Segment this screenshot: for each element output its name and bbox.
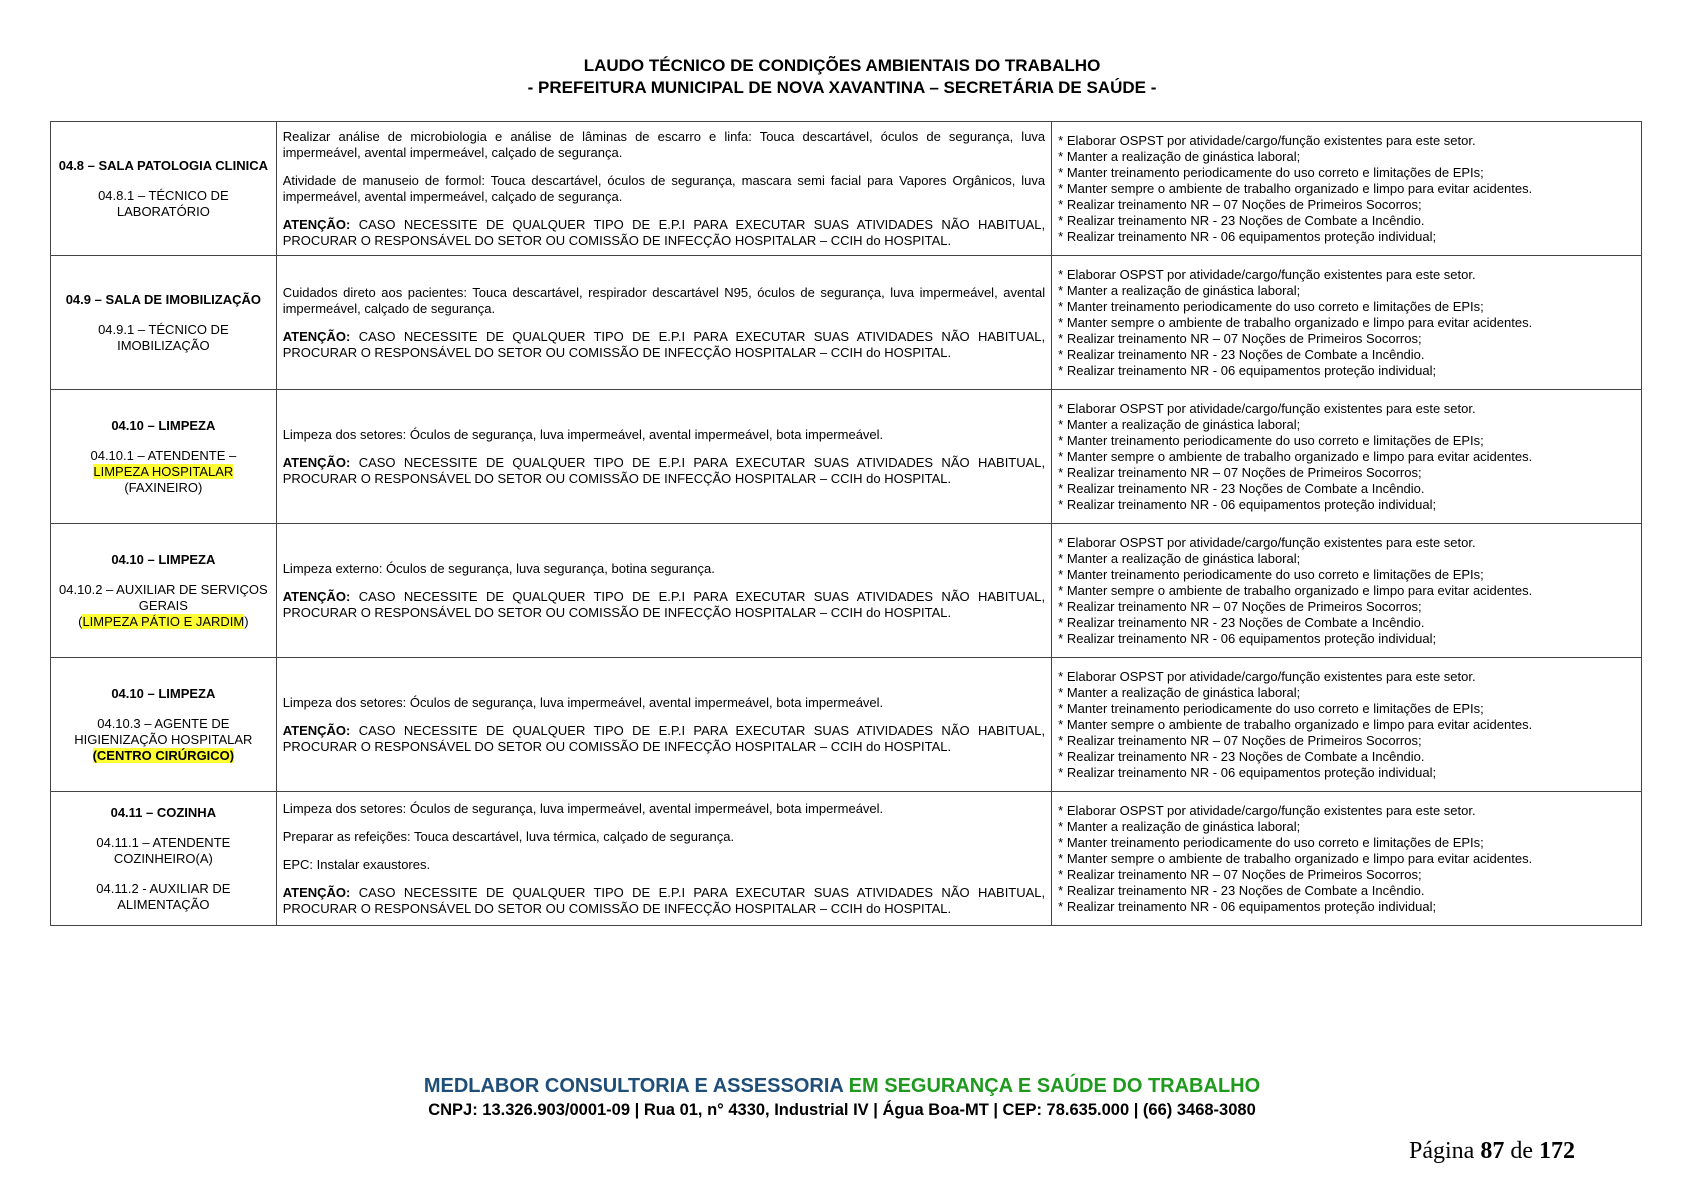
recommendation-item: * Manter sempre o ambiente de trabalho organizado e limpo para evitar acidentes. — [1058, 180, 1533, 196]
recommendation-item: * Realizar treinamento NR - 23 Noções de Combate a Incêndio. — [1058, 480, 1425, 496]
attention-text: CASO NECESSITE DE QUALQUER TIPO DE E.P.I PARA EXECUTAR SUAS ATIVIDADES NÃO HABITUAL, PROCURAR O RESPONSÁVEL DO SETOR OU COMISSÃO DE INFECÇÃO HOSPITALAR – CCIH do HOSPITAL. — [282, 216, 1046, 248]
sector-title: 04.10 – LIMPEZA — [111, 685, 216, 701]
recommendations-cell — [1052, 658, 1642, 792]
epc-paragraph: EPC: Instalar exaustores. — [282, 856, 431, 872]
epi-paragraph: Limpeza dos setores: Óculos de segurança, luva impermeável, avental impermeável, bota impermeável. — [282, 800, 884, 816]
header-title: LAUDO TÉCNICO DE CONDIÇÕES AMBIENTAIS DO TRABALHO — [583, 56, 1101, 75]
recommendation-item: * Realizar treinamento NR – 07 Noções de Primeiros Socorros; — [1058, 196, 1422, 212]
attention-text: CASO NECESSITE DE QUALQUER TIPO DE E.P.I PARA EXECUTAR SUAS ATIVIDADES NÃO HABITUAL, PROCURAR O RESPONSÁVEL DO SETOR OU COMISSÃO DE INFECÇÃO HOSPITALAR – CCIH do HOSPITAL. — [282, 454, 1046, 486]
table-row — [51, 524, 1642, 658]
recommendation-item: * Realizar treinamento NR - 06 equipamentos proteção individual; — [1058, 630, 1437, 646]
role-label: 04.11.2 - AUXILIAR DE ALIMENTAÇÃO — [96, 880, 231, 912]
sector-cell — [51, 390, 277, 524]
attention-label: ATENÇÃO: — [282, 216, 351, 232]
attention-label: ATENÇÃO: — [282, 454, 351, 470]
table-row — [51, 658, 1642, 792]
recommendation-item: * Manter a realização de ginástica laboral; — [1058, 148, 1301, 164]
recommendation-item: * Elaborar OSPST por atividade/cargo/função existentes para este setor. — [1058, 534, 1476, 550]
role-label — [57, 582, 270, 630]
sector-cell — [51, 122, 277, 256]
recommendations-cell — [1052, 390, 1642, 524]
epi-paragraph: Limpeza externo: Óculos de segurança, luva segurança, botina segurança. — [282, 560, 715, 576]
document-header — [0, 55, 1684, 99]
recommendations-cell — [1052, 792, 1642, 926]
recommendation-item: * Realizar treinamento NR – 07 Noções de Primeiros Socorros; — [1058, 866, 1422, 882]
header-subtitle: - PREFEITURA MUNICIPAL DE NOVA XAVANTINA – SECRETÁRIA DE SAÚDE - — [527, 78, 1157, 97]
attention-text: CASO NECESSITE DE QUALQUER TIPO DE E.P.I PARA EXECUTAR SUAS ATIVIDADES NÃO HABITUAL, PROCURAR O RESPONSÁVEL DO SETOR OU COMISSÃO DE INFECÇÃO HOSPITALAR – CCIH do HOSPITAL. — [282, 328, 1046, 360]
recommendation-item: * Manter treinamento periodicamente do uso correto e limitações de EPIs; — [1058, 834, 1484, 850]
sector-cell — [51, 524, 277, 658]
recommendation-item: * Elaborar OSPST por atividade/cargo/função existentes para este setor. — [1058, 802, 1476, 818]
sector-title: 04.10 – LIMPEZA — [111, 417, 216, 433]
footer-company — [0, 1073, 1684, 1099]
sector-cell — [51, 792, 277, 926]
recommendation-item: * Manter treinamento periodicamente do uso correto e limitações de EPIs; — [1058, 432, 1484, 448]
recommendation-item: * Manter treinamento periodicamente do uso correto e limitações de EPIs; — [1058, 566, 1484, 582]
role-text: 04.10.3 – AGENTE DE HIGIENIZAÇÃO HOSPITALAR — [74, 715, 253, 747]
role-highlight: LIMPEZA HOSPITALAR — [93, 463, 234, 479]
role-text: 04.10.1 – ATENDENTE – — [90, 447, 237, 463]
recommendation-item: * Realizar treinamento NR - 23 Noções de Combate a Incêndio. — [1058, 614, 1425, 630]
page-current: 87 — [1480, 1138, 1505, 1164]
recommendation-item: * Manter treinamento periodicamente do uso correto e limitações de EPIs; — [1058, 298, 1484, 314]
recommendations-cell — [1052, 122, 1642, 256]
document-footer — [0, 1073, 1684, 1121]
role-label: 04.8.1 – TÉCNICO DE LABORATÓRIO — [98, 187, 229, 219]
recommendation-item: * Realizar treinamento NR - 06 equipamentos proteção individual; — [1058, 228, 1437, 244]
recommendation-item: * Manter a realização de ginástica laboral; — [1058, 684, 1301, 700]
footer-address: CNPJ: 13.326.903/0001-09 | Rua 01, n° 4330, Industrial IV | Água Boa-MT | CEP: 78.635.000 | (66) 3468-3080 — [428, 1101, 1256, 1119]
recommendation-item: * Realizar treinamento NR – 07 Noções de Primeiros Socorros; — [1058, 330, 1422, 346]
attention-note — [283, 455, 1045, 487]
recommendation-item: * Realizar treinamento NR - 06 equipamentos proteção individual; — [1058, 898, 1437, 914]
sector-title: 04.9 – SALA DE IMOBILIZAÇÃO — [65, 291, 261, 307]
recommendation-item: * Realizar treinamento NR – 07 Noções de Primeiros Socorros; — [1058, 598, 1422, 614]
role-paren: ) — [244, 613, 249, 629]
epi-cell — [276, 792, 1051, 926]
recommendation-item: * Realizar treinamento NR - 06 equipamentos proteção individual; — [1058, 764, 1437, 780]
role-text: (FAXINEIRO) — [124, 479, 203, 495]
role-paren: ( — [78, 613, 83, 629]
recommendation-item: * Realizar treinamento NR - 06 equipamentos proteção individual; — [1058, 362, 1437, 378]
attention-note — [283, 217, 1045, 249]
attention-note — [283, 589, 1045, 621]
recommendation-item: * Elaborar OSPST por atividade/cargo/função existentes para este setor. — [1058, 266, 1476, 282]
attention-label: ATENÇÃO: — [282, 588, 351, 604]
recommendation-item: * Manter sempre o ambiente de trabalho organizado e limpo para evitar acidentes. — [1058, 716, 1533, 732]
recommendation-item: * Manter sempre o ambiente de trabalho organizado e limpo para evitar acidentes. — [1058, 582, 1533, 598]
epi-table — [50, 121, 1642, 926]
epi-paragraph: Cuidados direto aos pacientes: Touca descartável, respirador descartável N95, óculos de segurança, luva impermeável, avental impermeável, calçado de segurança. — [282, 284, 1046, 316]
attention-label: ATENÇÃO: — [282, 722, 351, 738]
epi-cell — [276, 256, 1051, 390]
recommendation-item: * Realizar treinamento NR - 23 Noções de Combate a Incêndio. — [1058, 346, 1425, 362]
recommendations-cell — [1052, 256, 1642, 390]
recommendation-item: * Realizar treinamento NR – 07 Noções de Primeiros Socorros; — [1058, 732, 1422, 748]
recommendation-item: * Realizar treinamento NR - 23 Noções de Combate a Incêndio. — [1058, 882, 1425, 898]
recommendation-item: * Realizar treinamento NR - 06 equipamentos proteção individual; — [1058, 496, 1437, 512]
table-row — [51, 256, 1642, 390]
role-highlight: LIMPEZA PÁTIO E JARDIM — [82, 613, 245, 629]
role-label — [57, 716, 270, 764]
recommendation-item: * Elaborar OSPST por atividade/cargo/função existentes para este setor. — [1058, 668, 1476, 684]
role-highlight: (CENTRO CIRÚRGICO) — [92, 747, 235, 763]
attention-text: CASO NECESSITE DE QUALQUER TIPO DE E.P.I PARA EXECUTAR SUAS ATIVIDADES NÃO HABITUAL, PROCURAR O RESPONSÁVEL DO SETOR OU COMISSÃO DE INFECÇÃO HOSPITALAR – CCIH do HOSPITAL. — [282, 722, 1046, 754]
recommendations-cell — [1052, 524, 1642, 658]
recommendation-item: * Realizar treinamento NR - 23 Noções de Combate a Incêndio. — [1058, 748, 1425, 764]
sector-title: 04.8 – SALA PATOLOGIA CLINICA — [58, 157, 268, 173]
recommendation-item: * Manter treinamento periodicamente do uso correto e limitações de EPIs; — [1058, 700, 1484, 716]
recommendation-item: * Manter a realização de ginástica laboral; — [1058, 550, 1301, 566]
page-number — [1409, 1138, 1575, 1165]
recommendation-item: * Manter treinamento periodicamente do uso correto e limitações de EPIs; — [1058, 164, 1484, 180]
recommendation-item: * Manter sempre o ambiente de trabalho organizado e limpo para evitar acidentes. — [1058, 314, 1533, 330]
attention-text: CASO NECESSITE DE QUALQUER TIPO DE E.P.I PARA EXECUTAR SUAS ATIVIDADES NÃO HABITUAL, PROCURAR O RESPONSÁVEL DO SETOR OU COMISSÃO DE INFECÇÃO HOSPITALAR – CCIH do HOSPITAL. — [282, 884, 1046, 916]
table-row — [51, 390, 1642, 524]
attention-label: ATENÇÃO: — [282, 328, 351, 344]
sector-title: 04.11 – COZINHA — [110, 804, 217, 820]
epi-cell — [276, 658, 1051, 792]
role-label: 04.11.1 – ATENDENTE COZINHEIRO(A) — [96, 834, 231, 866]
recommendation-item: * Manter a realização de ginástica laboral; — [1058, 818, 1301, 834]
attention-note — [283, 885, 1045, 917]
role-text: 04.10.2 – AUXILIAR DE SERVIÇOS GERAIS — [59, 581, 268, 613]
footer-company-name: MEDLABOR CONSULTORIA E ASSESSORIA — [423, 1075, 844, 1097]
epi-paragraph: Realizar análise de microbiologia e análise de lâminas de escarro e linfa: Touca descartável, óculos de segurança, luva impermeável, avental impermeável, calçado de segurança. — [282, 128, 1046, 160]
sector-title: 04.10 – LIMPEZA — [111, 551, 216, 567]
attention-note — [283, 723, 1045, 755]
epi-paragraph: Limpeza dos setores: Óculos de segurança, luva impermeável, avental impermeável, bota impermeável. — [282, 426, 884, 442]
epi-paragraph: Atividade de manuseio de formol: Touca descartável, óculos de segurança, mascara semi facial para Vapores Orgânicos, luva impermeável, avental impermeável, calçado de segurança. — [282, 172, 1046, 204]
table-row — [51, 122, 1642, 256]
role-label: 04.9.1 – TÉCNICO DE IMOBILIZAÇÃO — [98, 321, 229, 353]
attention-label: ATENÇÃO: — [282, 884, 351, 900]
epi-cell — [276, 390, 1051, 524]
epi-cell — [276, 524, 1051, 658]
epi-cell — [276, 122, 1051, 256]
attention-text: CASO NECESSITE DE QUALQUER TIPO DE E.P.I PARA EXECUTAR SUAS ATIVIDADES NÃO HABITUAL, PROCURAR O RESPONSÁVEL DO SETOR OU COMISSÃO DE INFECÇÃO HOSPITALAR – CCIH do HOSPITAL. — [282, 588, 1046, 620]
recommendation-item: * Manter a realização de ginástica laboral; — [1058, 282, 1301, 298]
table-row — [51, 792, 1642, 926]
page-total: 172 — [1538, 1138, 1575, 1164]
recommendation-item: * Realizar treinamento NR - 23 Noções de Combate a Incêndio. — [1058, 212, 1425, 228]
recommendation-item: * Manter sempre o ambiente de trabalho organizado e limpo para evitar acidentes. — [1058, 850, 1533, 866]
page-label: Página — [1409, 1138, 1481, 1164]
sector-cell — [51, 658, 277, 792]
page-of: de — [1504, 1138, 1539, 1164]
recommendation-item: * Realizar treinamento NR – 07 Noções de Primeiros Socorros; — [1058, 464, 1422, 480]
recommendation-item: * Manter a realização de ginástica laboral; — [1058, 416, 1301, 432]
attention-note — [283, 329, 1045, 361]
role-label — [57, 448, 270, 496]
recommendation-item: * Elaborar OSPST por atividade/cargo/função existentes para este setor. — [1058, 400, 1476, 416]
sector-cell — [51, 256, 277, 390]
footer-company-tagline: EM SEGURANÇA E SAÚDE DO TRABALHO — [843, 1075, 1261, 1097]
epi-paragraph: Preparar as refeições: Touca descartável, luva térmica, calçado de segurança. — [282, 828, 735, 844]
recommendation-item: * Manter sempre o ambiente de trabalho organizado e limpo para evitar acidentes. — [1058, 448, 1533, 464]
recommendation-item: * Elaborar OSPST por atividade/cargo/função existentes para este setor. — [1058, 132, 1476, 148]
epi-paragraph: Limpeza dos setores: Óculos de segurança, luva impermeável, avental impermeável, bota impermeável. — [282, 694, 884, 710]
